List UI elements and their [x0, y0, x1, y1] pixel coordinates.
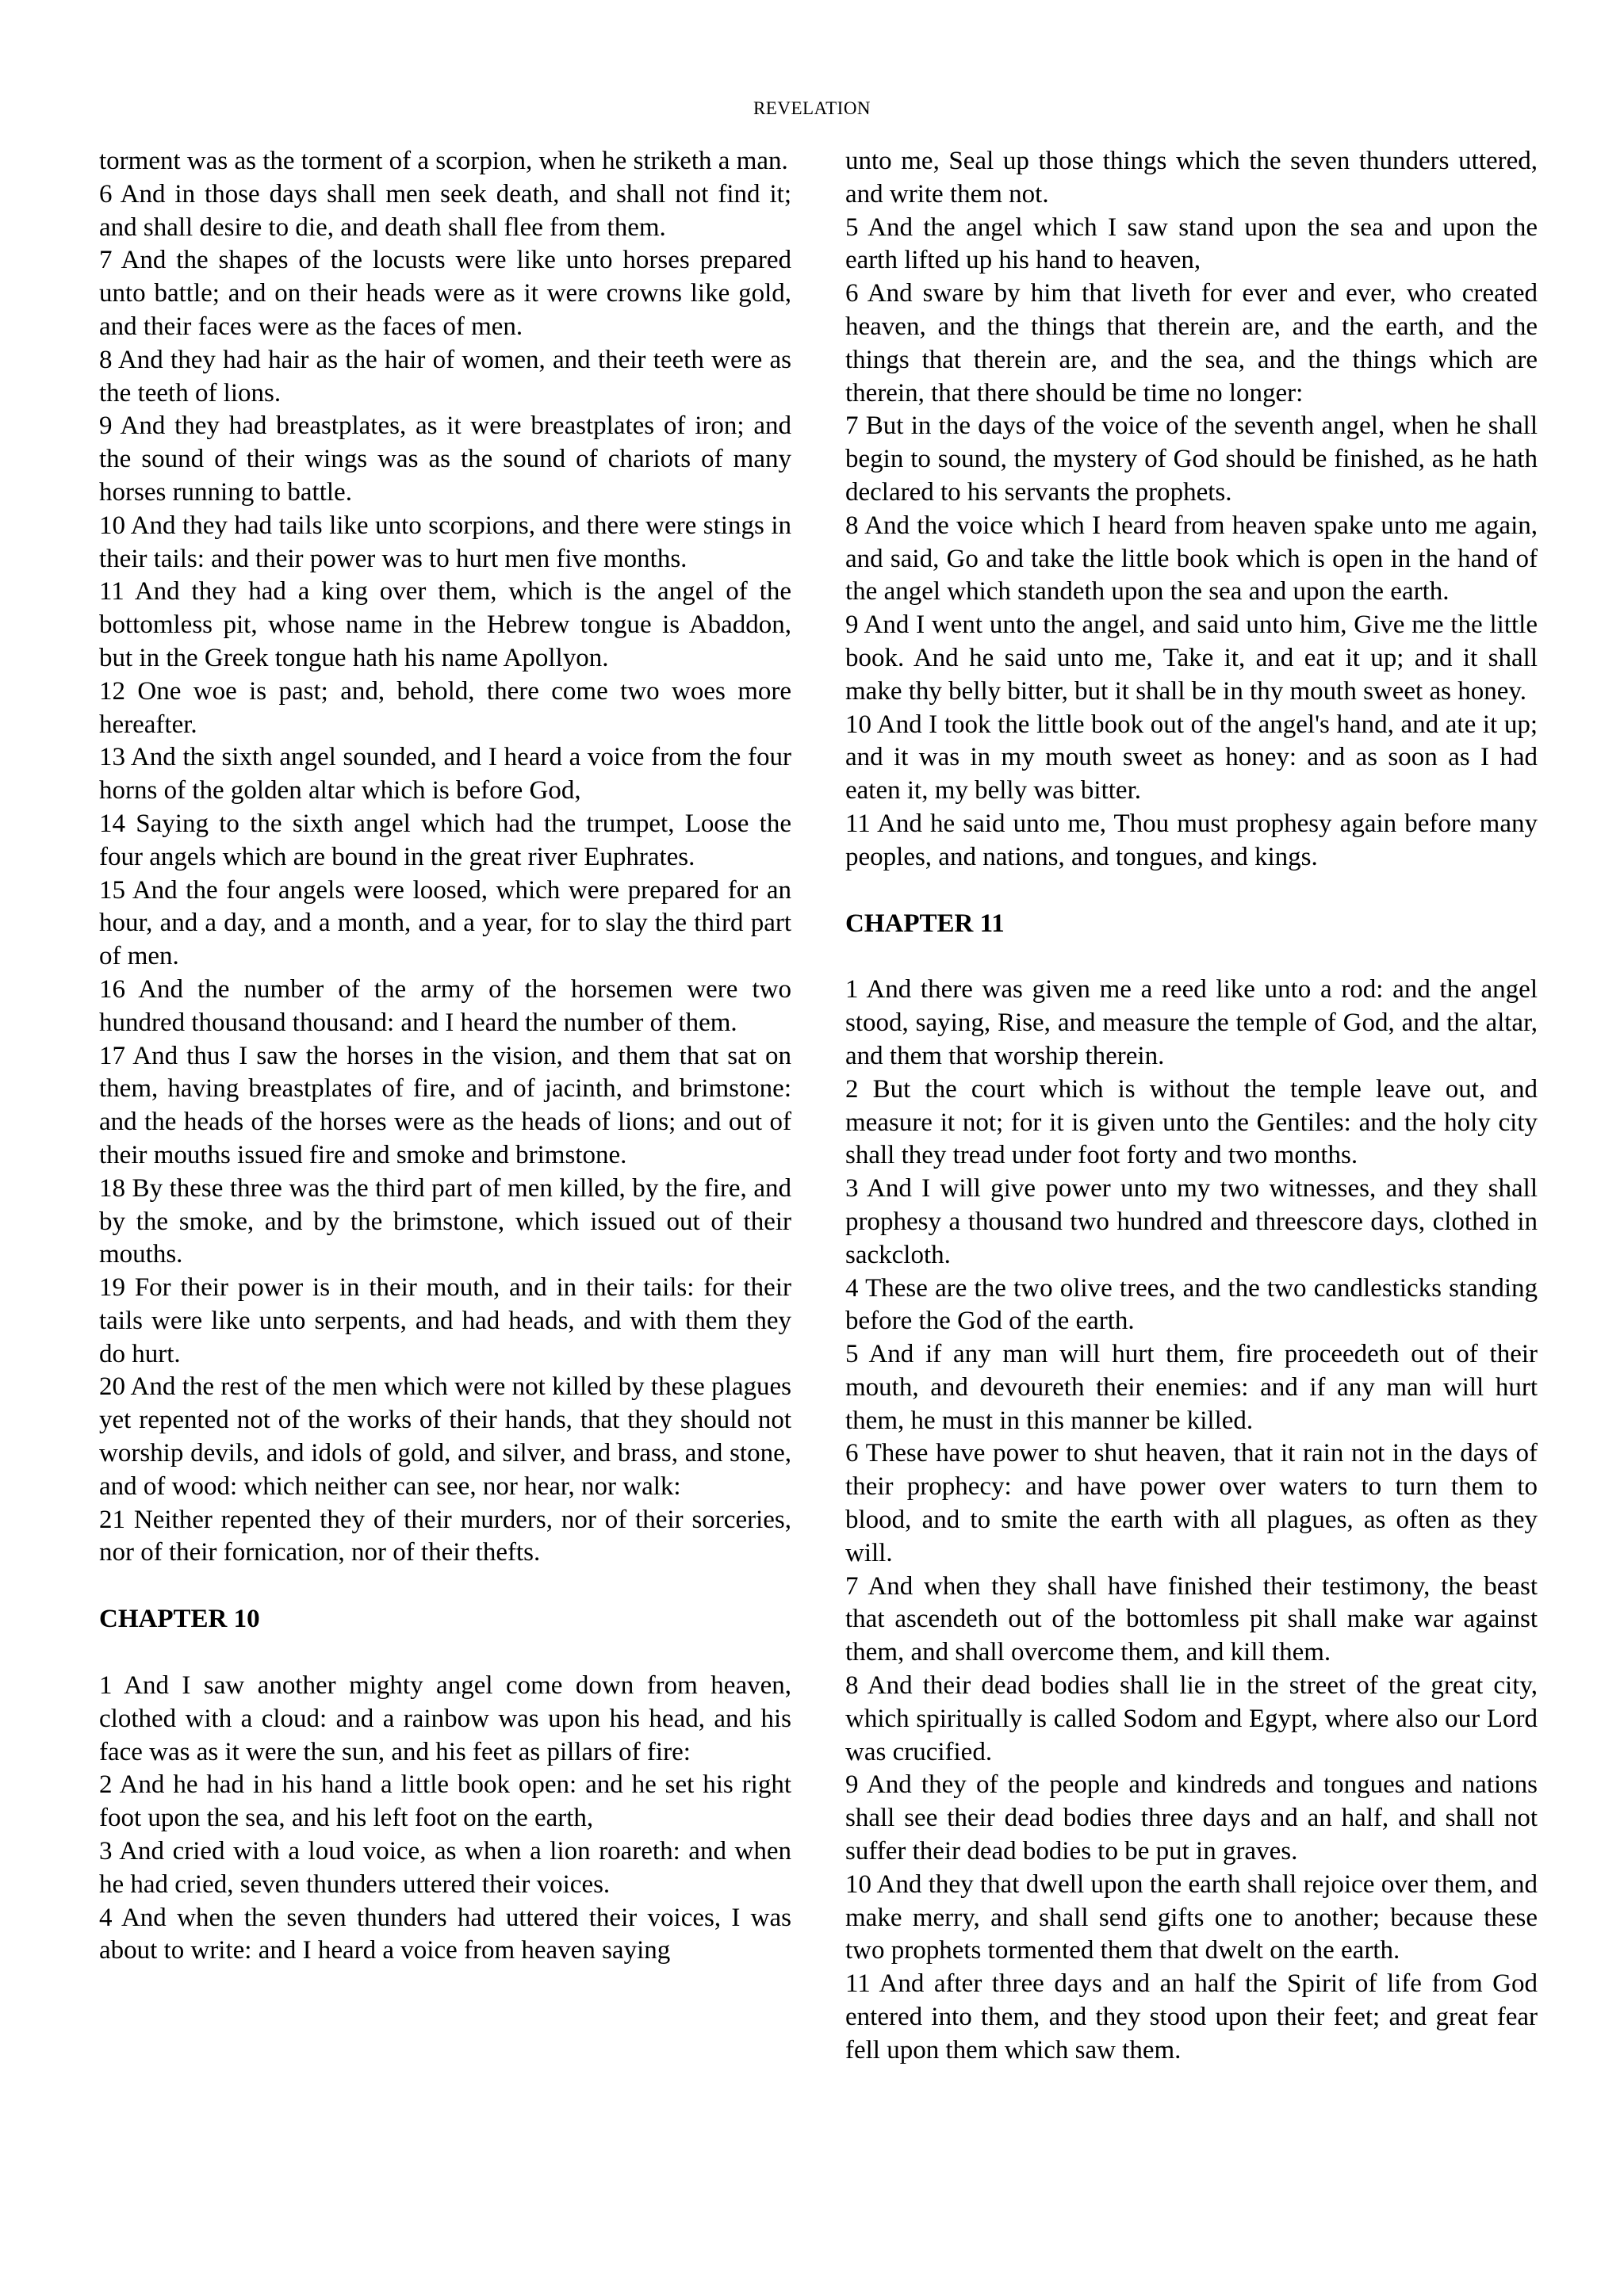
verse-paragraph: 5 And if any man will hurt them, fire proceedeth out of their mouth, and devoureth their enemies: and if any man will hurt them, he must in this manner be killed.	[845, 1340, 1538, 1435]
verse-paragraph: 2 But the court which is without the temple leave out, and measure it not; for it is given unto the Gentiles: and the holy city shall they tread under foot forty and two months.	[845, 1074, 1538, 1170]
chapter-heading: CHAPTER 10	[99, 1605, 260, 1634]
verse-paragraph: 11 And he said unto me, Thou must prophesy again before many peoples, and nations, and tongues, and kings.	[845, 809, 1538, 871]
verse-paragraph: 7 And the shapes of the locusts were like unto horses prepared unto battle; and on their heads were as it were crowns like gold, and their faces were as the faces of men.	[99, 246, 791, 341]
verse-paragraph: 14 Saying to the sixth angel which had the trumpet, Loose the four angels which are bound in the great river Euphrates.	[99, 809, 791, 871]
verse-paragraph: 10 And I took the little book out of the angel's hand, and ate it up; and it was in my mouth sweet as honey: and as soon as I had eaten it, my belly was bitter.	[845, 710, 1538, 806]
verse-paragraph: 6 And sware by him that liveth for ever and ever, who created heaven, and the things that therein are, and the earth, and the things that therein are, and the sea, and the things which are therein, that there should be time no longer:	[845, 279, 1538, 408]
verse-paragraph: 12 One woe is past; and, behold, there come two woes more hereafter.	[99, 676, 791, 739]
left-column	[99, 145, 791, 1968]
verse-paragraph: 18 By these three was the third part of men killed, by the fire, and by the smoke, and by the brimstone, which issued out of their mouths.	[99, 1173, 791, 1269]
verse-paragraph: 3 And I will give power unto my two witnesses, and they shall prophesy a thousand two hundred and threescore days, clothed in sackcloth.	[845, 1174, 1538, 1269]
verse-paragraph: 5 And the angel which I saw stand upon the sea and upon the earth lifted up his hand to heaven,	[845, 212, 1538, 275]
verse-paragraph: 11 And after three days and an half the Spirit of life from God entered into them, and they stood upon their feet; and great fear fell upon them which saw them.	[845, 1969, 1538, 2064]
verse-paragraph: 3 And cried with a loud voice, as when a lion roareth: and when he had cried, seven thunders uttered their voices.	[99, 1837, 791, 1899]
chapter-heading: CHAPTER 11	[845, 909, 1005, 938]
verse-paragraph: torment was as the torment of a scorpion, when he striketh a man.	[99, 147, 788, 175]
verse-paragraph: 10 And they had tails like unto scorpions, and there were stings in their tails: and their power was to hurt men five months.	[99, 511, 791, 573]
verse-paragraph: 11 And they had a king over them, which is the angel of the bottomless pit, whose name in the Hebrew tongue is Abaddon, but in the Greek tongue hath his name Apollyon.	[99, 577, 791, 672]
verse-paragraph: 19 For their power is in their mouth, and in their tails: for their tails were like unto serpents, and had heads, and with them they do hurt.	[99, 1273, 791, 1368]
verse-paragraph: 20 And the rest of the men which were not killed by these plagues yet repented not of the works of their hands, that they should not worship devils, and idols of gold, and silver, and brass, and stone, and of wood: which neither can see, nor hear, nor walk:	[99, 1372, 791, 1501]
verse-paragraph: 8 And the voice which I heard from heaven spake unto me again, and said, Go and take the little book which is open in the hand of the angel which standeth upon the sea and upon the earth.	[845, 511, 1538, 607]
verse-paragraph: 13 And the sixth angel sounded, and I heard a voice from the four horns of the golden altar which is before God,	[99, 743, 791, 806]
verse-paragraph: unto me, Seal up those things which the seven thunders uttered, and write them not.	[845, 147, 1538, 209]
verse-paragraph: 10 And they that dwell upon the earth shall rejoice over them, and make merry, and shall send gifts one to another; because these two prophets tormented them that dwelt on the earth.	[845, 1869, 1538, 1965]
verse-paragraph: 6 And in those days shall men seek death, and shall not find it; and shall desire to die, and death shall flee from them.	[99, 179, 791, 242]
verse-paragraph: 1 And there was given me a reed like unto a rod: and the angel stood, saying, Rise, and measure the temple of God, and the altar, and them that worship therein.	[845, 975, 1538, 1070]
verse-paragraph: 6 These have power to shut heaven, that it rain not in the days of their prophecy: and have power over waters to turn them to blood, and to smite the earth with all plagues, as often as they will.	[845, 1439, 1538, 1567]
verse-paragraph: 21 Neither repented they of their murders, nor of their sorceries, nor of their fornication, nor of their thefts.	[99, 1505, 791, 1567]
verse-paragraph: 9 And they of the people and kindreds and tongues and nations shall see their dead bodies three days and an half, and shall not suffer their dead bodies to be put in graves.	[845, 1770, 1538, 1866]
verse-paragraph: 4 And when the seven thunders had uttered their voices, I was about to write: and I heard a voice from heaven saying	[99, 1903, 791, 1965]
verse-paragraph: 16 And the number of the army of the horsemen were two hundred thousand thousand: and I heard the number of them.	[99, 974, 791, 1037]
verse-paragraph: 2 And he had in his hand a little book open: and he set his right foot upon the sea, and his left foot on the earth,	[99, 1770, 791, 1833]
verse-paragraph: 7 And when they shall have finished their testimony, the beast that ascendeth out of the bottomless pit shall make war against them, and shall overcome them, and kill them.	[845, 1571, 1538, 1667]
running-head: REVELATION	[753, 98, 871, 118]
verse-paragraph: 17 And thus I saw the horses in the vision, and them that sat on them, having breastplates of fire, and of jacinth, and brimstone: and the heads of the horses were as the heads of lions; and out of their mouths issued fire and smoke and brimstone.	[99, 1041, 791, 1169]
verse-paragraph: 8 And their dead bodies shall lie in the street of the great city, which spiritually is called Sodom and Egypt, where also our Lord was crucified.	[845, 1671, 1538, 1766]
verse-paragraph: 4 These are the two olive trees, and the two candlesticks standing before the God of the earth.	[845, 1273, 1538, 1336]
right-column	[845, 145, 1538, 2068]
verse-paragraph: 8 And they had hair as the hair of women, and their teeth were as the teeth of lions.	[99, 345, 791, 408]
verse-paragraph: 7 But in the days of the voice of the seventh angel, when he shall begin to sound, the mystery of God should be finished, as he hath declared to his servants the prophets.	[845, 411, 1538, 507]
verse-paragraph: 1 And I saw another mighty angel come down from heaven, clothed with a cloud: and a rainbow was upon his head, and his face was as it were the sun, and his feet as pillars of fire:	[99, 1671, 791, 1766]
verse-paragraph: 15 And the four angels were loosed, which were prepared for an hour, and a day, and a month, and a year, for to slay the third part of men.	[99, 875, 791, 971]
verse-paragraph: 9 And they had breastplates, as it were breastplates of iron; and the sound of their wings was as the sound of chariots of many horses running to battle.	[99, 411, 791, 507]
verse-paragraph: 9 And I went unto the angel, and said unto him, Give me the little book. And he said unto me, Take it, and eat it up; and it shall make thy belly bitter, but it shall be in thy mouth sweet as honey.	[845, 610, 1538, 706]
